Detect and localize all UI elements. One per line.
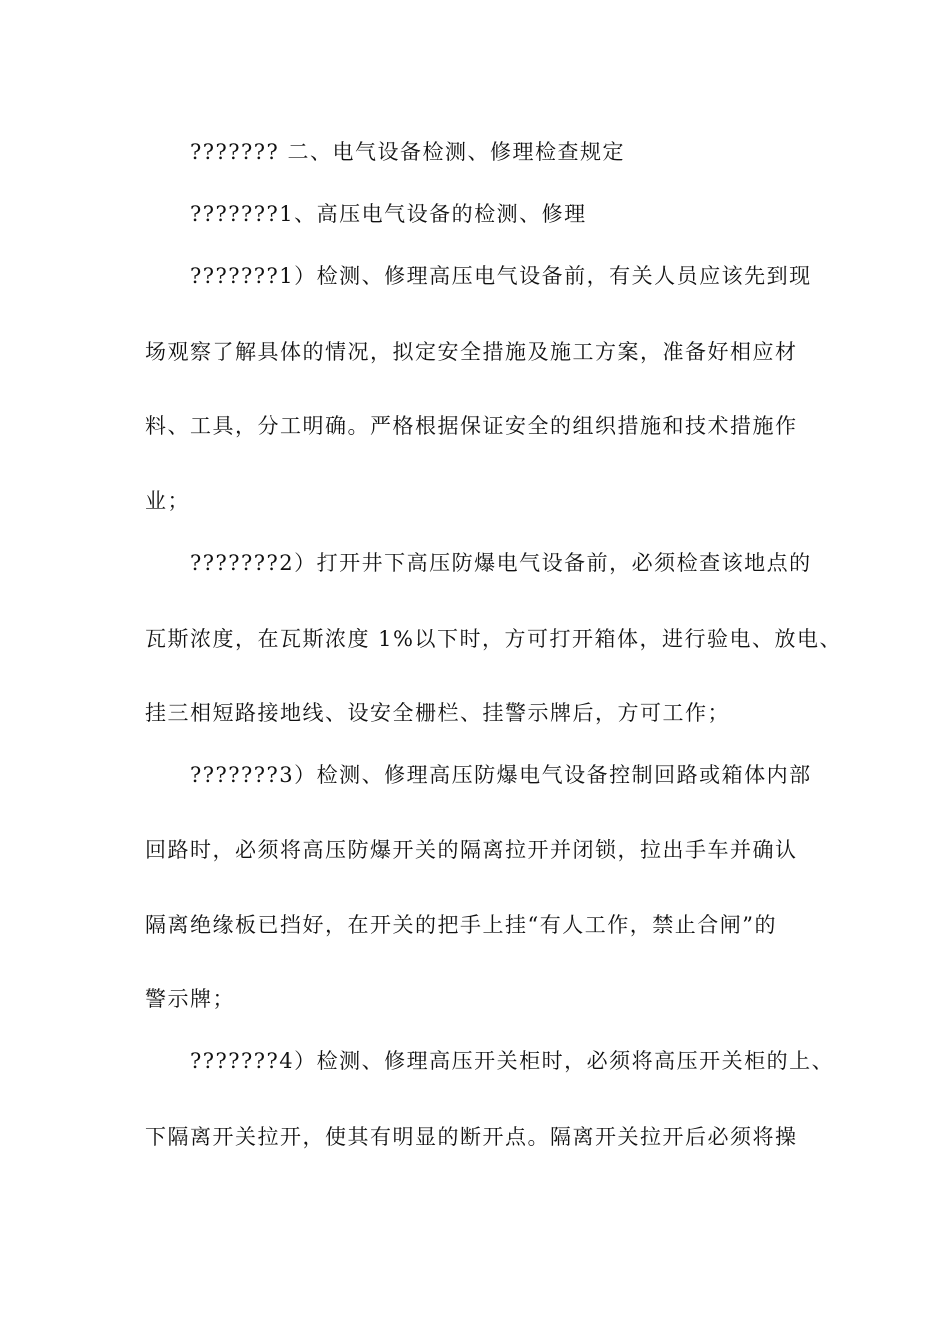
paragraph-line: ???????2）打开井下高压防爆电气设备前，必须检查该地点的 <box>190 551 812 575</box>
paragraph-line: ???????3）检测、修理高压防爆电气设备控制回路或箱体内部 <box>190 763 812 787</box>
section-heading: ??????? 二、电气设备检测、修理检查规定 <box>190 140 625 164</box>
paragraph-line: 场观察了解具体的情况，拟定安全措施及施工方案，准备好相应材 <box>145 340 798 364</box>
subsection-heading: ???????1、高压电气设备的检测、修理 <box>190 202 587 226</box>
paragraph-line: 料、工具，分工明确。严格根据保证安全的组织措施和技术措施作 <box>145 414 798 438</box>
paragraph-line: 挂三相短路接地线、设安全栅栏、挂警示牌后，方可工作； <box>145 701 730 725</box>
paragraph-line: ???????4）检测、修理高压开关柜时，必须将高压开关柜的上、 <box>190 1049 835 1073</box>
paragraph-line: 业； <box>145 489 190 513</box>
paragraph-line: 瓦斯浓度，在瓦斯浓度 1%以下时，方可打开箱体，进行验电、放电、 <box>145 627 842 651</box>
paragraph-line: 警示牌； <box>145 987 235 1011</box>
paragraph-line: ???????1）检测、修理高压电气设备前，有关人员应该先到现 <box>190 264 812 288</box>
paragraph-line: 回路时，必须将高压防爆开关的隔离拉开并闭锁，拉出手车并确认 <box>145 838 798 862</box>
paragraph-line: 下隔离开关拉开，使其有明显的断开点。隔离开关拉开后必须将操 <box>145 1125 798 1149</box>
paragraph-line: 隔离绝缘板已挡好，在开关的把手上挂“有人工作，禁止合闸”的 <box>145 913 777 937</box>
